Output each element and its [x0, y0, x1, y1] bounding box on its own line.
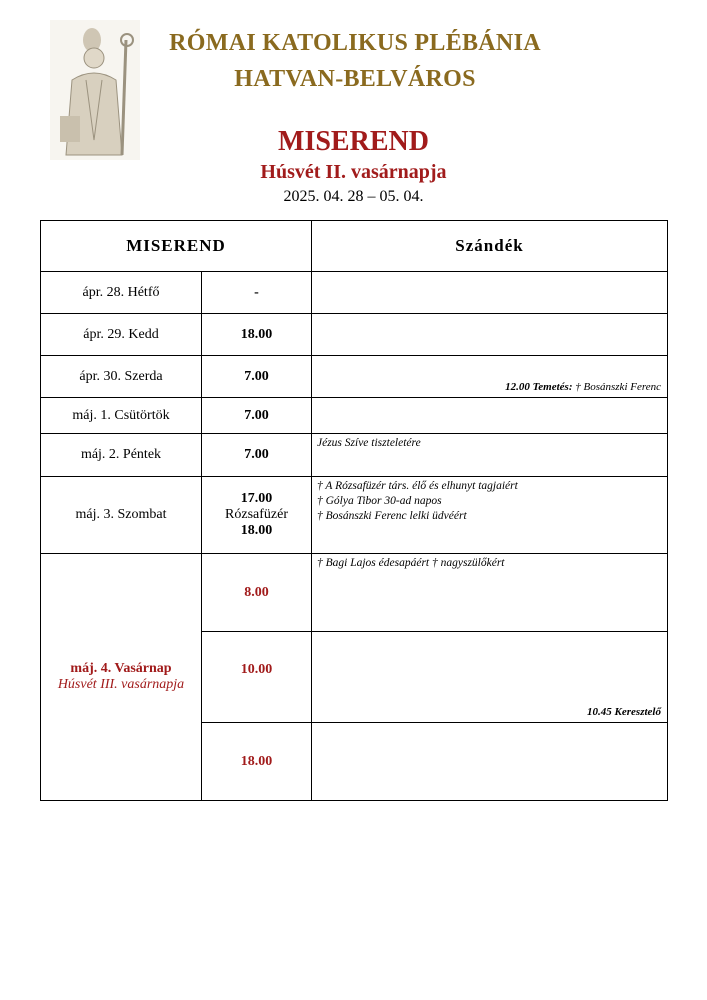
time-cell: 8.00: [202, 554, 312, 632]
day-cell: máj. 2. Péntek: [41, 434, 202, 477]
day-cell: máj. 3. Szombat: [41, 477, 202, 554]
intention-line: † Bosánszki Ferenc lelki üdvéért: [317, 510, 467, 522]
time-cell: 18.00: [202, 723, 312, 801]
funeral-note-text: † Bosánszki Ferenc: [572, 381, 661, 393]
sunday-day-label: máj. 4. Vasárnap: [70, 661, 172, 676]
funeral-note: [505, 381, 661, 393]
day-cell: ápr. 30. Szerda: [41, 356, 202, 398]
time-line: 18.00: [240, 523, 273, 538]
table-row: [41, 398, 668, 434]
time-line: 17.00: [240, 491, 273, 506]
intention-cell: [312, 272, 668, 314]
table-row: [41, 477, 668, 554]
intention-cell: [312, 554, 668, 632]
time-cell: [202, 477, 312, 554]
day-cell: ápr. 29. Kedd: [41, 314, 202, 356]
rosary-label: Rózsafüzér: [225, 507, 288, 522]
sunday-day-cell: [41, 554, 202, 801]
parish-name-line2: HATVAN-BELVÁROS: [234, 66, 476, 92]
intention-line: Jézus Szíve tiszteletére: [317, 437, 421, 449]
intention-cell: [312, 314, 668, 356]
time-cell: 7.00: [202, 434, 312, 477]
intention-cell: [312, 632, 668, 723]
intention-cell: [312, 723, 668, 801]
time-cell: 18.00: [202, 314, 312, 356]
funeral-note-label: 12.00 Temetés:: [505, 381, 573, 393]
intention-line: † A Rózsafüzér társ. élő és elhunyt tagjaiért: [317, 480, 518, 492]
table-row: [41, 314, 668, 356]
table-row: [41, 434, 668, 477]
page-subtitle: Húsvét II. vasárnapja: [260, 161, 447, 183]
table-row: [41, 554, 668, 632]
sunday-feast-label: Húsvét III. vasárnapja: [57, 677, 185, 692]
day-cell: ápr. 28. Hétfő: [41, 272, 202, 314]
baptism-note: 10.45 Keresztelő: [587, 706, 661, 718]
mass-schedule-table: [40, 220, 668, 801]
table-row: [41, 272, 668, 314]
table-row: [41, 356, 668, 398]
intention-line: † Bagi Lajos édesapáért † nagyszülőkért: [317, 557, 505, 569]
time-cell: 10.00: [202, 632, 312, 723]
intention-line: † Gólya Tibor 30-ad napos: [317, 495, 442, 507]
col-header-intention: Szándék: [312, 221, 668, 272]
time-cell: 7.00: [202, 398, 312, 434]
table-header-row: [41, 221, 668, 272]
col-header-schedule: MISEREND: [41, 221, 312, 272]
date-range: 2025. 04. 28 – 05. 04.: [283, 188, 424, 205]
intention-cell: [312, 434, 668, 477]
day-cell: máj. 1. Csütörtök: [41, 398, 202, 434]
page-title: MISEREND: [278, 126, 429, 157]
intention-cell: [312, 356, 668, 398]
intention-cell: [312, 398, 668, 434]
time-cell: -: [202, 272, 312, 314]
intention-cell: [312, 477, 668, 554]
time-cell: 7.00: [202, 356, 312, 398]
parish-name-line1: RÓMAI KATOLIKUS PLÉBÁNIA: [169, 30, 541, 56]
